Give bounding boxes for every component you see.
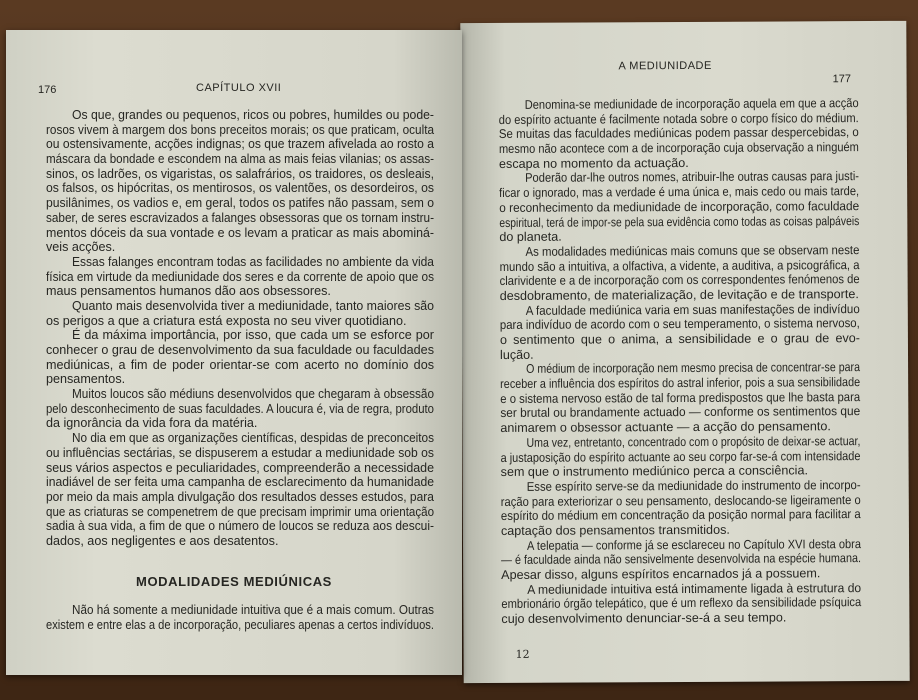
- text-line-content: Poderão dar-lhe outros nomes, atribuir-lhe outras causas para justi-: [525, 169, 860, 186]
- text-line: Apesar disso, alguns espíritos encarnados já a possuem.: [501, 566, 821, 582]
- text-line: da ignorância da vida fora da matéria.: [46, 416, 258, 431]
- text-line-content: do espírito actuante é facilmente notada sobre o corpo físico do médium.: [498, 110, 859, 127]
- text-line-content: mentos dóceis da sua vontade e os levam a praticar as mais abominá-: [46, 225, 435, 240]
- text-line: [46, 123, 434, 138]
- text-line-content: o reconhecimento da mediunidade de incorporação, como faculdade: [499, 198, 860, 215]
- text-line-content: existem e entre elas a de incorporação, peculiares apenas a certos indivíduos.: [46, 617, 434, 632]
- text-line: [46, 490, 434, 505]
- text-line: [46, 196, 434, 211]
- text-line-content: clarividente e a de incorporação com os correspondentes fenómenos de: [499, 272, 860, 289]
- text-line-content: por meio da mais ampla divulgação dos resultados desses estudos, para: [46, 489, 434, 504]
- text-line: [46, 226, 434, 241]
- text-line-content: mundo são a intuitiva, a olfactiva, a vidente, a auditiva, a psicográfica, a: [499, 257, 860, 274]
- page-number: 177: [832, 73, 851, 86]
- text-line: [46, 255, 434, 270]
- text-line-content: pelo desconhecimento de suas faculdades. A loucura é, via de regra, produto: [46, 401, 434, 416]
- text-line: [499, 140, 859, 157]
- text-line-content: Muitos loucos são médiuns desenvolvidos que chegaram à obsessão: [72, 387, 435, 402]
- text-line: [46, 603, 434, 618]
- text-line-content: máscara da bondade e escondem na alma as mais feias vilanias; os assas-: [46, 152, 435, 167]
- text-line: captação dos pensamentos transmitidos.: [500, 522, 730, 538]
- text-line-content: seus vários aspectos e peculiaridades, compreenderão a necessidade: [46, 460, 434, 475]
- text-line: maus pensamentos humanos dão aos obsessores.: [46, 284, 331, 299]
- text-line-content: Os que, grandes ou pequenos, ricos ou pobres, humildes ou pode-: [72, 108, 435, 122]
- text-line-content: As modalidades mediúnicas mais comuns que se observam neste: [525, 242, 860, 259]
- section-body-text: [46, 603, 434, 632]
- text-line: dados, aos negligentes e aos desatentos.: [46, 533, 279, 548]
- text-line: do planeta.: [499, 229, 562, 245]
- text-line-content: ração para exteriorizar o seu pensamento, deslocando-se ligeiramente o: [500, 492, 861, 509]
- text-line-content: que as criaturas se compenetrem de que precisam imprimir uma orientação: [46, 504, 435, 519]
- right-page: [460, 21, 909, 683]
- text-line-content: Esse espírito serve-se da mediunidade do instrumento de incorpo-: [526, 477, 861, 494]
- text-line-content: e o sistema nervoso estão de tal forma predispostos que lhe basta para: [500, 389, 861, 406]
- text-line: mediúnicas, a fim de poder orientar-se com acerto no domínio dos: [46, 357, 434, 372]
- text-line: [46, 270, 434, 285]
- text-line-content: A telepatia — conforme já se esclareceu no Capítulo XVI desta obra: [526, 536, 861, 553]
- text-line-content: espírito do médium em concentração da posição normal para facilitar a: [500, 507, 861, 524]
- text-line: pensamentos.: [46, 372, 126, 387]
- text-line-content: No dia em que as organizações científicas, despidas de preconceitos: [72, 431, 435, 446]
- text-line: [46, 137, 434, 152]
- text-line: [46, 299, 434, 314]
- text-line-content: ficar o ignorado, mas a verdade é uma única e, mais cedo ou mais tarde,: [499, 184, 860, 201]
- text-line: [501, 595, 861, 612]
- text-line-content: sadia à sua vida, a fim de que o número de loucos se reduza aos descui-: [46, 519, 434, 534]
- text-line-content: Uma vez, entretanto, concentrado com o propósito de deixar-se actuar,: [526, 433, 861, 450]
- text-line-content: O médium de incorporação nem mesmo precisa de concentrar-se para: [526, 360, 861, 377]
- text-line-content: Quanto mais desenvolvida tiver a mediunidade, tanto maiores são: [72, 298, 435, 313]
- text-line: [501, 449, 861, 466]
- section-heading: MODALIDADES MEDIÚNICAS: [136, 574, 332, 589]
- text-line-content: ou ostensivamente, acções indignas; os que trazem afivelada ao rosto a: [46, 137, 435, 152]
- text-line-content: embrionário órgão telepático, que é um reflexo da sensibilidade psíquica: [501, 595, 862, 612]
- running-head: CAPÍTULO XVII: [196, 82, 282, 94]
- text-line-content: Essas falanges encontram todas as facilidades no ambiente da vida: [72, 254, 434, 269]
- text-line: [46, 618, 434, 633]
- text-line: [500, 405, 860, 422]
- text-line: [46, 446, 434, 461]
- text-line-content: inadiável de ser feita uma campanha de esclarecimento da humanidade: [46, 475, 434, 490]
- page-number: 176: [38, 84, 57, 96]
- text-line: cujo desenvolvimento denunciar-se-á a seu tempo.: [501, 610, 787, 627]
- text-line-content: pusilânimes, os vadios e, em geral, todos os patifes não passam, sem o: [46, 196, 434, 211]
- text-line-content: espiritual, terá de impor-se pela sua evidência como todas as coisas palpáveis: [499, 213, 860, 230]
- text-line: [46, 431, 434, 446]
- text-line-content: A mediunidade intuitiva está intimamente ligada à estrutura do: [527, 580, 862, 597]
- text-line: [500, 316, 860, 333]
- text-line-content: A faculdade mediúnica varia em suas manifestações de indivíduo: [525, 301, 860, 318]
- left-page: [6, 30, 462, 675]
- text-line: conhecer o grau de desenvolvimento da sua faculdade ou faculdades: [46, 343, 434, 357]
- text-line: desdobramento, de materialização, de levitação e de transporte.: [499, 287, 859, 303]
- text-line-content: receber a influência dos espíritos do astral inferior, pois a sua sensibilidade: [500, 375, 861, 392]
- text-line-content: mesmo não acontece com a de incorporação cuja observação a ninguém: [498, 140, 859, 157]
- text-line: [499, 214, 859, 231]
- text-line-content: ser brutal ou brandamente actuado — conforme os sentimentos que: [500, 404, 861, 421]
- text-line: [500, 272, 860, 289]
- text-line: [501, 507, 861, 524]
- text-line: [46, 505, 434, 520]
- text-line-content: — é faculdade ainda não sensivelmente desenvolvida na espécie humana.: [501, 551, 862, 568]
- text-line-content: física em virtude da mediunidade dos seres e da corrente de apoio que os: [46, 269, 435, 284]
- text-line-content: saber, de seres escravizados a falanges obsessoras que os tornam instru-: [46, 210, 435, 225]
- text-line-content: os falsos, os hipócritas, os mentirosos, os valentões, os desordeiros, os: [46, 181, 434, 196]
- text-line-content: Denomina-se mediunidade de incorporação aquela em que a acção: [524, 96, 859, 112]
- text-line-content: para indivíduo de acordo com o seu temperamento, o sistema nervoso,: [499, 316, 860, 333]
- signature-mark: 12: [515, 647, 530, 661]
- text-line: lução.: [499, 347, 534, 362]
- text-line: [46, 402, 434, 417]
- text-line: [501, 551, 861, 568]
- text-line: os perigos a que a criatura está exposta no seu viver quotidiano.: [46, 313, 407, 328]
- text-line: [46, 211, 434, 226]
- text-line: [46, 108, 434, 123]
- text-line-content: Se muitas das faculdades mediúnicas podem passar despercebidas, o: [498, 125, 859, 142]
- text-line: [46, 152, 434, 167]
- text-line: escapa no momento da actuação.: [498, 155, 689, 171]
- text-line-content: sinos, os ladrões, os vigaristas, os salafrários, os traidores, os desleais,: [46, 166, 435, 181]
- body-text: [499, 96, 862, 627]
- text-line: [46, 461, 434, 476]
- text-line-content: Não há somente a mediunidade intuitiva que é a mais comum. Outras: [72, 603, 435, 617]
- text-line-content: a justaposição do espírito actuante ao seu corpo far-se-á com intensidade: [500, 448, 861, 465]
- text-line: o sentimento que o anima, a sensibilidade e o grau de evo-: [499, 331, 860, 347]
- text-line: [46, 475, 434, 490]
- running-head: A MEDIUNIDADE: [618, 59, 712, 73]
- text-line: [46, 519, 434, 534]
- body-text: [46, 108, 434, 549]
- text-line-content: rosos vivem à margem dos bons preceitos morais; os que praticam, oculta: [46, 122, 435, 137]
- text-line: [46, 387, 434, 402]
- text-line: animarem o obsessor actuante — a acção do pensamento.: [500, 419, 831, 436]
- text-line-content: ou influências sectárias, se dispuserem a estudar a mediunidade sob os: [46, 445, 435, 460]
- text-line: É da máxima importância, por isso, que cada um se esforce por: [72, 328, 434, 343]
- text-line: [46, 181, 434, 196]
- text-line: sem que o instrumento mediúnico perca a consciência.: [500, 463, 808, 480]
- text-line: veis acções.: [46, 240, 116, 255]
- text-line: [46, 167, 434, 182]
